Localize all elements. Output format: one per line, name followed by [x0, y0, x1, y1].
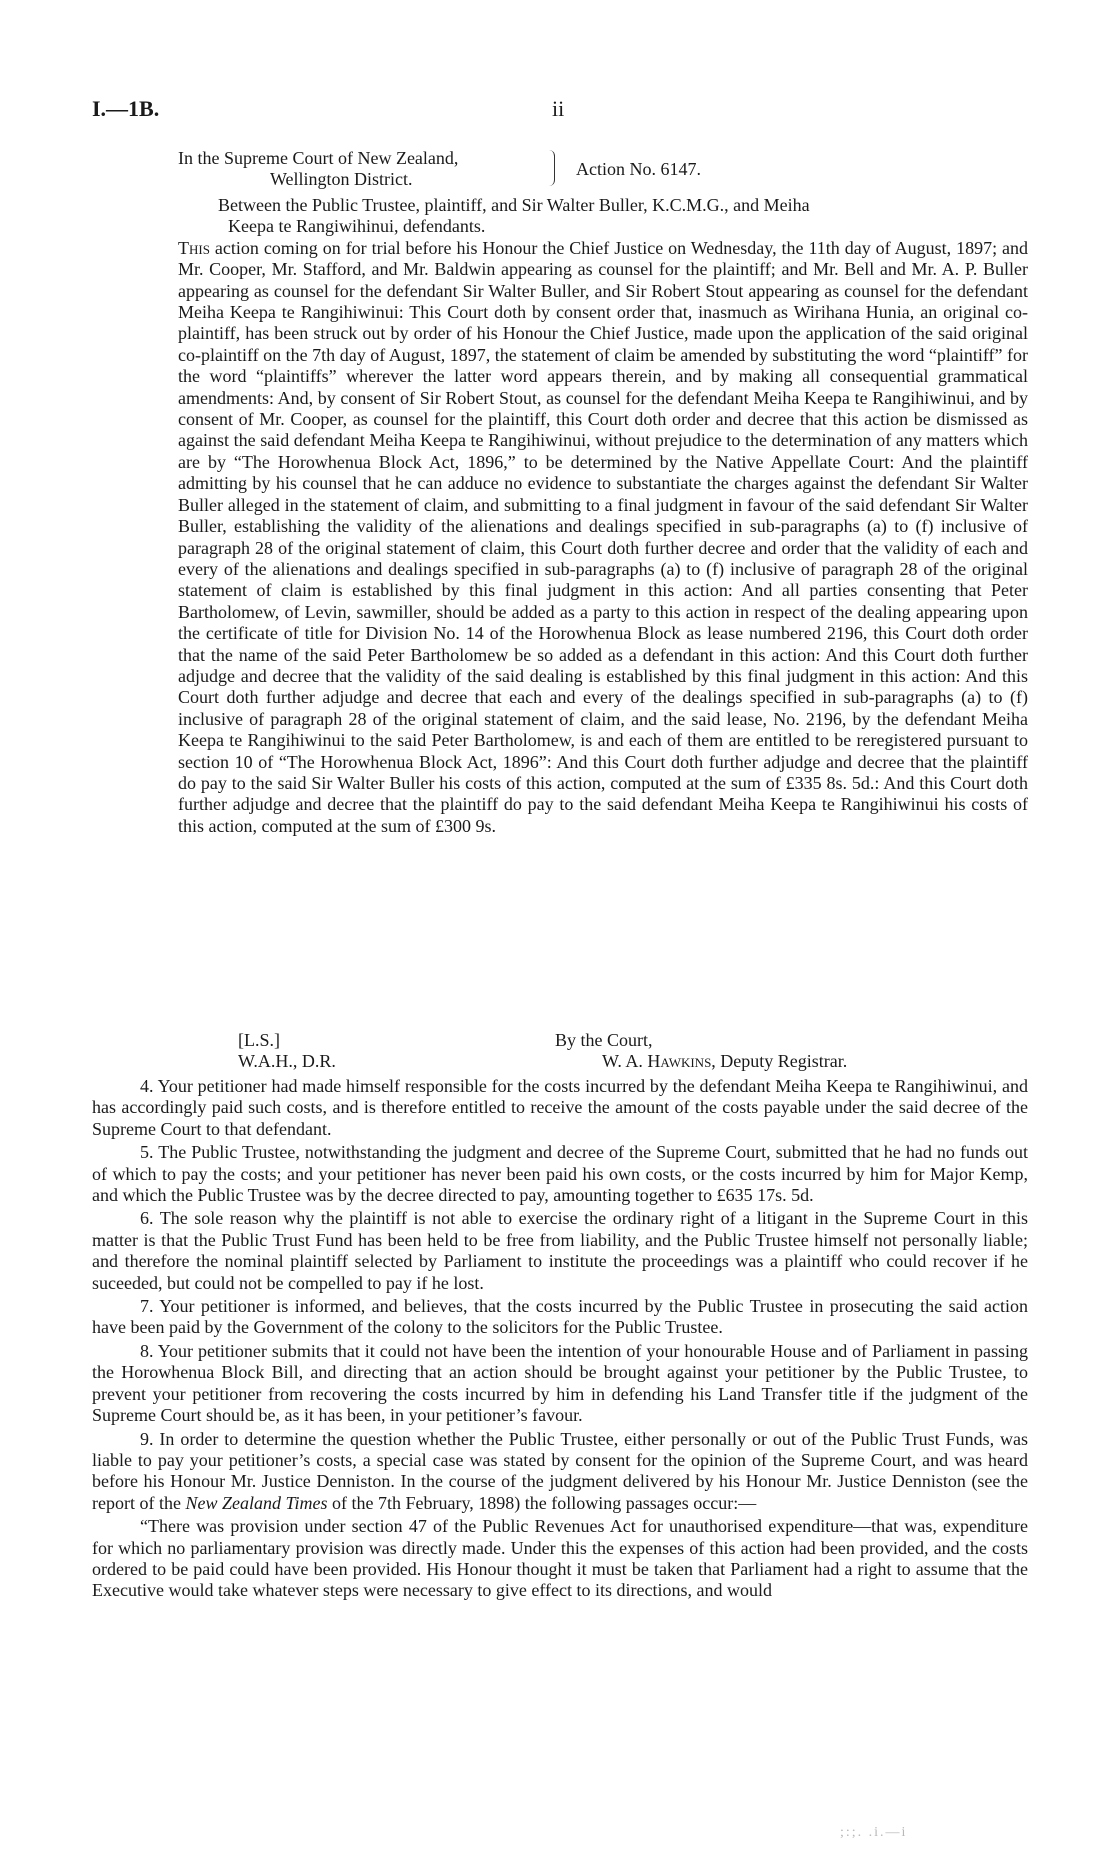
- paragraph-9: [92, 1429, 1028, 1515]
- court-order: [178, 195, 1028, 837]
- by-the-court: By the Court,: [555, 1030, 653, 1050]
- court-heading: [178, 148, 1028, 190]
- paragraph-6: 6. The sole reason why the plaintiff is not able to exercise the ordinary right of a litigant in the Supreme Court in this matter is that the Public Trust Fund has been held to be free from liability, and the Public Trustee himself not personally liable; and therefore the nominal plaintiff selected by Parliament to institute the proceedings was a plaintiff who could recover if he suceeded, but could not be compelled to pay if he lost.: [92, 1208, 1028, 1293]
- registrar-signature: [602, 1051, 847, 1072]
- paragraph-8: 8. Your petitioner submits that it could not have been the intention of your honourable House and of Parliament in passing the Horowhenua Block Bill, and directing that an action should be brought against your petitioner by the Public Trustee, to prevent your petitioner from recovering the costs incurred by him in defending his Land Transfer title if the judgment of the Supreme Court should be, as it has been, in your petitioner’s favour.: [92, 1340, 1028, 1426]
- page-number: ii: [552, 96, 565, 121]
- seal-mark: [L.S.]: [238, 1030, 280, 1050]
- paragraph-9-text-end: of the 7th February, 1898) the following passages occur:—: [327, 1492, 757, 1513]
- brace-bracket: [548, 150, 555, 186]
- page-header: [92, 96, 1022, 128]
- registrar-title: , Deputy Registrar.: [711, 1051, 848, 1071]
- quoted-passage: “There was provision under section 47 of the Public Revenues Act for unauthorised expenditure—that was, expenditure for which no parliamentary provision was directly made. Under this the expenses of this action had been provided, and the costs ordered to be paid could have been provided. His Honour thought it must be taken that Parliament had a right to assume that the Executive would take whatever steps were necessary to give effect to its directions, and would: [92, 1516, 1028, 1601]
- paragraph-9-text: 9. In order to determine the question whether the Public Trustee, either personally or out of the Public Trust Funds, was liable to pay your petitioner’s costs, a special case was stated by consent for the opinion of the Supreme Court, and was heard before his Honour Mr. Justice Denniston. In the course of the judgment delivered by his Honour Mr. Justice Denniston (see the report of the: [92, 1428, 1028, 1513]
- action-number: Action No. 6147.: [576, 159, 701, 179]
- registrar-initials: W. A.: [602, 1051, 648, 1071]
- parties-line-continued: Keepa te Rangiwihinui, defendants.: [228, 216, 486, 237]
- document-reference: I.—1B.: [92, 96, 160, 121]
- order-opening-word: This: [178, 237, 210, 258]
- order-text: [178, 238, 1028, 837]
- court-district: Wellington District.: [270, 169, 413, 189]
- initials: W.A.H., D.R.: [238, 1051, 336, 1071]
- paragraph-4: 4. Your petitioner had made himself responsible for the costs incurred by the defendant Meiha Keepa te Rangihiwinui, and has accordingly paid such costs, and is therefore entitled to receive the amount of the costs payable under the said decree of the Supreme Court to that defendant.: [92, 1076, 1028, 1139]
- order-body-text: action coming on for trial before his Honour the Chief Justice on Wednesday, the 11th day of August, 1897; and Mr. Cooper, Mr. Stafford, and Mr. Baldwin appearing as counsel for the plaintiff; and Mr. Bell and Mr. A. P. Buller appearing as counsel for the defendant Sir Walter Buller, and Sir Robert Stout appearing as counsel for the defendant Meiha Keepa te Rangihiwinui: This Court doth by consent order that, inasmuch as Wirihana Hunia, an original co-plaintiff, has been struck out by order of his Honour the Chief Justice, made upon the application of the said original co-plaintiff on the 7th day of August, 1897, the statement of claim be amended by substituting the word “plaintiff” for the word “plaintiffs” wherever the latter word appears therein, and by making all consequential grammatical amendments: And, by consent of Sir Robert Stout, as counsel for the defendant Meiha Keepa te Rangihiwinui, and by consent of Mr. Cooper, as counsel for the plaintiff, this Court doth order and decree that this action be dismissed as against the said defendant Meiha Keepa te Rangihiwinui, without prejudice to the determination of any matters which are by “The Horowhenua Block Act, 1896,” to be determined by the Native Appellate Court: And the plaintiff admitting by his counsel that he can adduce no evidence to substantiate the charges against the defendant Sir Walter Buller alleged in the statement of claim, and submitting to a final judgment in favour of the said defendant Sir Walter Buller, establishing the validity of the alienations and dealings specified in sub-paragraphs (a) to (f) inclusive of paragraph 28 of the original statement of claim, this Court doth further decree and order that the validity of each and every of the alienations and dealings specified in sub-paragraphs (a) to (f) inclusive of paragraph 28 of the original statement of claim is established by this final judgment in this action: And all parties consenting that Peter Bartholomew, of Levin, sawmiller, should be added as a party to this action in respect of the dealing appearing upon the certificate of title for Division No. 14 of the Horowhenua Block as lease numbered 2196, this Court doth order that the name of the said Peter Bartholomew be so added as a defendant in this action: And this Court doth further adjudge and decree that the validity of the said dealing is established by this final judgment in this action: And this Court doth further adjudge and decree that each and every of the dealings specified in sub-paragraphs (a) to (f) inclusive of paragraph 28 of the original statement of claim, and the said lease, No. 2196, by the defendant Meiha Keepa te Rangihiwinui to the said Peter Bartholomew, is and each of them are entitled to be reregistered pursuant to section 10 of “The Horowhenua Block Act, 1896”: And this Court doth further adjudge and decree that the plaintiff do pay to the said Sir Walter Buller his costs of this action, computed at the sum of £335 8s. 5d.: And this Court doth further adjudge and decree that the plaintiff do pay to the said defendant Meiha Keepa te Rangihiwinui his costs of this action, computed at the sum of £300 9s.: [178, 237, 1028, 836]
- paragraph-5: 5. The Public Trustee, notwithstanding the judgment and decree of the Supreme Court, submitted that he had no funds out of which to pay the costs; and your petitioner has never been paid his own costs, or the costs incurred by him for Major Kemp, and which the Public Trustee was by the decree directed to pay, amounting together to £635 17s. 5d.: [92, 1142, 1028, 1206]
- faint-margin-mark: ;:;. .i.—i: [840, 1825, 908, 1840]
- court-name: In the Supreme Court of New Zealand,: [178, 148, 459, 168]
- petition-paragraphs: [92, 1076, 1028, 1602]
- signature-block: [178, 1030, 1028, 1074]
- newspaper-title: New Zealand Times: [185, 1492, 328, 1513]
- paragraph-7: 7. Your petitioner is informed, and believes, that the costs incurred by the Public Trustee in prosecuting the said action have been paid by the Government of the colony to the solicitors for the Public Trustee.: [92, 1296, 1028, 1338]
- registrar-surname: Hawkins: [647, 1051, 712, 1071]
- parties-line: Between the Public Trustee, plaintiff, and Sir Walter Buller, K.C.M.G., and Meiha: [218, 195, 810, 215]
